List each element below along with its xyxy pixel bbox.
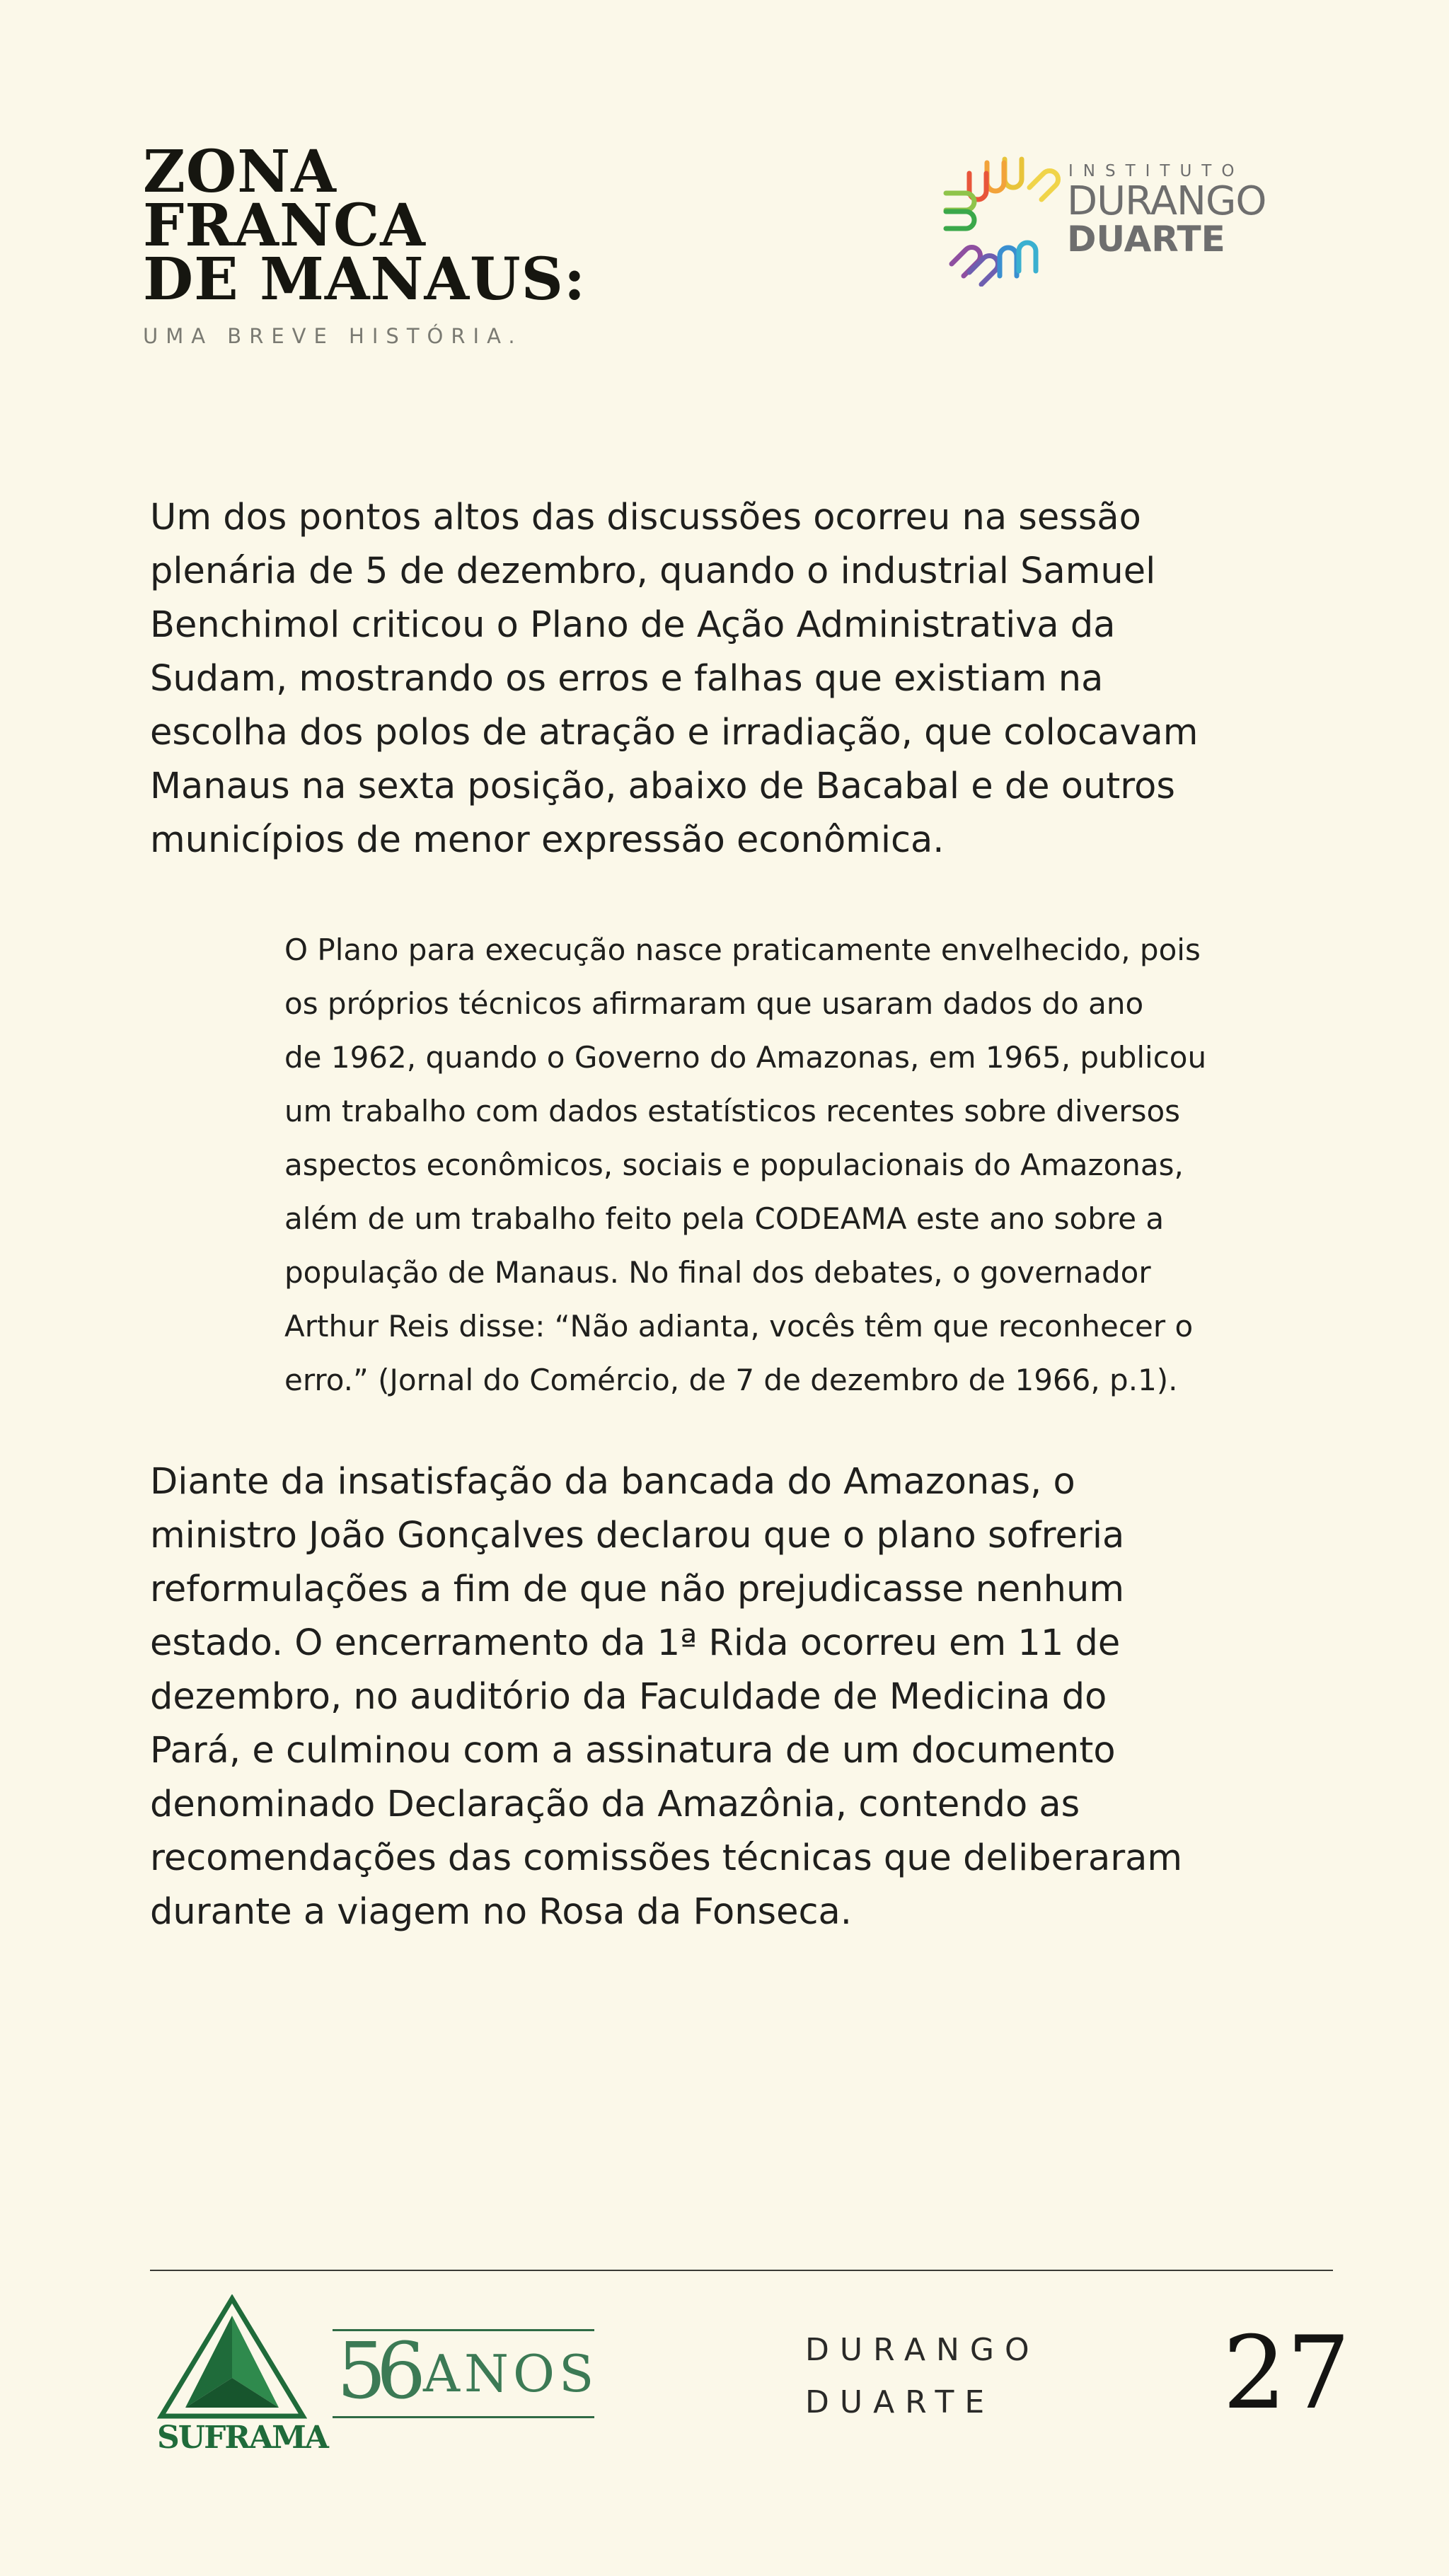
quote-line: os próprios técnicos afirmaram que usaram dados do ano [284, 986, 1144, 1021]
title-line: FRANCA [143, 192, 426, 260]
document-title [143, 138, 587, 313]
text-line: estado. O encerramento da 1ª Rida ocorreu em 11 de [150, 1622, 1121, 1664]
text-line: municípios de menor expressão econômica. [150, 819, 945, 861]
text-line: durante a viagem no Rosa da Fonseca. [150, 1891, 852, 1933]
text-line: dezembro, no auditório da Faculdade de Medicina do [150, 1676, 1107, 1718]
suframa-triangle-icon [157, 2294, 307, 2422]
anniversary-badge [333, 2326, 599, 2418]
text-line: Benchimol criticou o Plano de Ação Administrativa da [150, 604, 1116, 646]
anniversary-number: 56 [337, 2326, 416, 2416]
body-paragraph-2 [150, 1455, 1324, 1939]
quote-line: de 1962, quando o Governo do Amazonas, em 1965, publicou [284, 1040, 1207, 1075]
quote-line: Arthur Reis disse: “Não adianta, vocês têm que reconhecer o [284, 1309, 1194, 1344]
text-line: ministro João Gonçalves declarou que o plano sofreria [150, 1515, 1125, 1556]
text-line: Pará, e culminou com a assinatura de um documento [150, 1730, 1116, 1772]
logo-duarte-text: DUARTE [1067, 219, 1225, 260]
text-line: recomendações das comissões técnicas que deliberaram [150, 1837, 1183, 1879]
logo-durango-text: DURANGO [1067, 178, 1266, 224]
suframa-label: SUFRAMA [157, 2420, 328, 2456]
text-line: Manaus na sexta posição, abaixo de Bacabal e de outros [150, 766, 1175, 807]
text-line: plenária de 5 de dezembro, quando o industrial Samuel [150, 550, 1156, 592]
footer-author [805, 2324, 1040, 2429]
body-paragraph-1 [150, 491, 1324, 867]
title-line: DE MANAUS: [143, 246, 587, 313]
anniversary-word: ANOS [423, 2344, 599, 2403]
text-line: Um dos pontos altos das discussões ocorreu na sessão [150, 497, 1141, 538]
author-line: DURANGO [805, 2332, 1040, 2368]
quote-line: erro.” (Jornal do Comércio, de 7 de dezembro de 1966, p.1). [284, 1363, 1178, 1397]
instituto-durango-duarte-logo [937, 145, 1291, 287]
text-line: escolha dos polos de atração e irradiação, que colocavam [150, 712, 1199, 753]
author-line: DUARTE [805, 2384, 995, 2420]
footer-divider [150, 2270, 1333, 2271]
quote-line: aspectos econômicos, sociais e populacionais do Amazonas, [284, 1148, 1184, 1182]
document-subtitle: UMA BREVE HISTÓRIA. [143, 324, 523, 348]
page-number: 27 [1223, 2315, 1351, 2432]
rainbow-arches-icon [937, 145, 1065, 287]
text-line: reformulações a fim de que não prejudicasse nenhum [150, 1569, 1124, 1610]
quote-line: O Plano para execução nasce praticamente envelhecido, pois [284, 932, 1201, 967]
quote-line: população de Manaus. No final dos debates, o governador [284, 1255, 1151, 1290]
quote-line: um trabalho com dados estatísticos recentes sobre diversos [284, 1094, 1181, 1128]
text-line: Diante da insatisfação da bancada do Amazonas, o [150, 1461, 1075, 1503]
logo-instituto-text: INSTITUTO [1068, 162, 1245, 180]
text-line: Sudam, mostrando os erros e falhas que existiam na [150, 658, 1104, 700]
block-quote [284, 923, 1303, 1407]
quote-line: além de um trabalho feito pela CODEAMA este ano sobre a [284, 1201, 1165, 1236]
title-line: ZONA [143, 138, 337, 206]
text-line: denominado Declaração da Amazônia, contendo as [150, 1784, 1080, 1825]
